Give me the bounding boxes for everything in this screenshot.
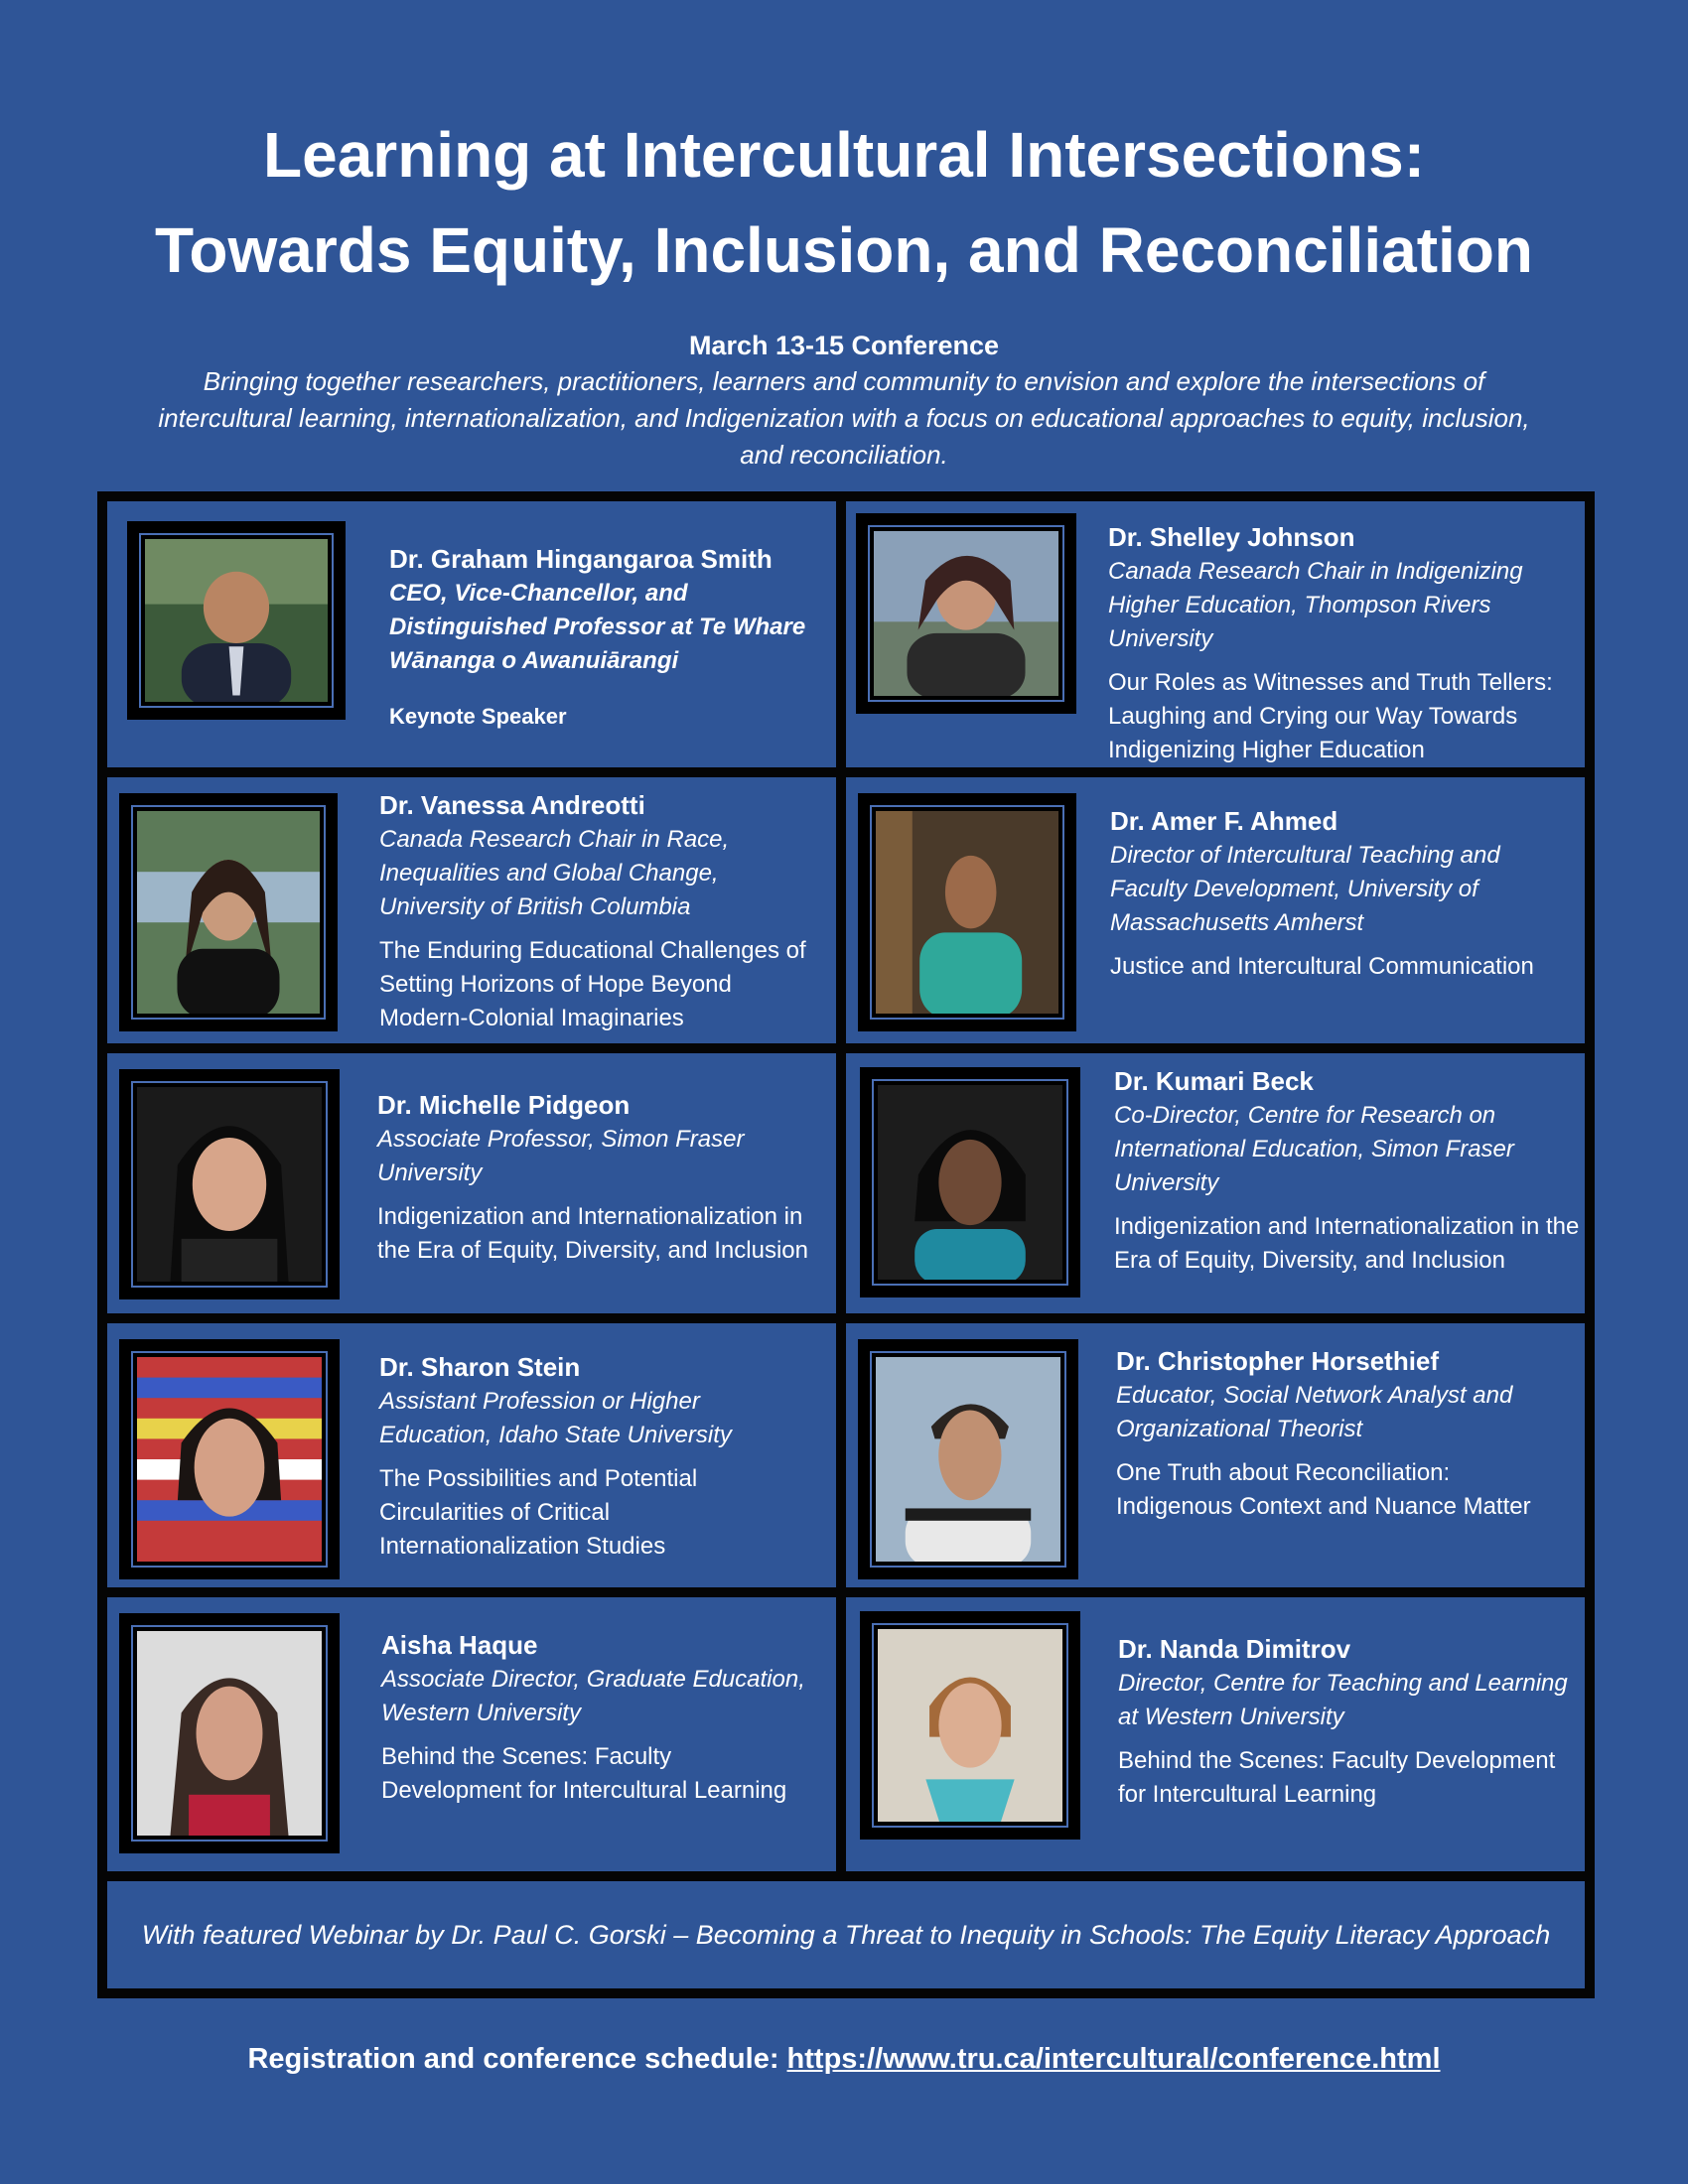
speaker-info: [1110, 803, 1577, 984]
speaker-photo: [119, 1613, 340, 1853]
speaker-role: Canada Research Chair in Race, Inequalities and Global Change, University of British Columbia: [379, 826, 730, 920]
title-line-1: Learning at Intercultural Intersections:: [263, 119, 1425, 191]
talk-title: Behind the Scenes: Faculty Development for Intercultural Learning: [381, 1743, 787, 1804]
speaker-card: [846, 1053, 1585, 1313]
speaker-photo: [860, 1067, 1080, 1297]
speaker-name: Dr. Michelle Pidgeon: [377, 1090, 631, 1120]
speaker-photo: [858, 1339, 1078, 1579]
speaker-photo: [119, 793, 338, 1031]
speaker-info: [381, 1627, 818, 1808]
featured-webinar: With featured Webinar by Dr. Paul C. Gorski – Becoming a Threat to Inequity in Schools: The Equity Literacy Approach: [107, 1881, 1585, 1988]
speaker-info: [389, 541, 816, 734]
speaker-name: Dr. Kumari Beck: [1114, 1066, 1314, 1096]
talk-title: Our Roles as Witnesses and Truth Tellers: Laughing and Crying our Way Towards Indigenizing Higher Education: [1108, 669, 1553, 763]
keynote-label: Keynote Speaker: [389, 704, 567, 729]
speaker-card: [107, 1597, 836, 1871]
conference-description: Bringing together researchers, practitioners, learners and community to envision and explore the intersections of intercultural learning, internationalization, and Indigenization with a focus on educational approaches to equity, inclusion, and reconciliation.: [158, 366, 1530, 470]
speaker-photo: [127, 521, 346, 720]
speaker-card: [846, 1597, 1585, 1871]
speaker-info: [1118, 1631, 1581, 1812]
speaker-info: [379, 787, 816, 1035]
speaker-photo: [119, 1069, 340, 1299]
talk-title: The Enduring Educational Challenges of Setting Horizons of Hope Beyond Modern-Colonial Imaginaries: [379, 937, 806, 1031]
speaker-role: Director of Intercultural Teaching and Faculty Development, University of Massachusetts Amherst: [1110, 842, 1500, 936]
talk-title: Behind the Scenes: Faculty Development for Intercultural Learning: [1118, 1747, 1556, 1808]
speaker-card: [846, 1323, 1585, 1587]
speaker-name: Dr. Amer F. Ahmed: [1110, 806, 1338, 836]
speaker-card: [107, 1323, 836, 1587]
speaker-grid: [97, 491, 1595, 1998]
speaker-info: [1116, 1343, 1573, 1524]
speaker-name: Dr. Shelley Johnson: [1108, 522, 1355, 552]
speaker-photo: [856, 513, 1076, 714]
title-line-2: Towards Equity, Inclusion, and Reconciliation: [155, 214, 1533, 286]
speaker-role: Canada Research Chair in Indigenizing Higher Education, Thompson Rivers University: [1108, 558, 1523, 652]
conference-date: March 13-15 Conference: [688, 331, 1000, 360]
speaker-info: [377, 1087, 814, 1268]
registration-footer: [0, 2039, 1688, 2079]
speaker-info: [1108, 519, 1575, 767]
registration-label: Registration and conference schedule:: [247, 2043, 787, 2075]
speaker-role: Associate Director, Graduate Education, Western University: [381, 1666, 805, 1726]
speaker-name: Dr. Nanda Dimitrov: [1118, 1634, 1351, 1664]
speaker-photo: [858, 793, 1076, 1031]
speaker-role: Co-Director, Centre for Research on International Education, Simon Fraser University: [1114, 1102, 1514, 1196]
speaker-name: Dr. Vanessa Andreotti: [379, 790, 645, 820]
talk-title: Indigenization and Internationalization in the Era of Equity, Diversity, and Inclusion: [377, 1203, 808, 1264]
speaker-name: Dr. Sharon Stein: [379, 1352, 581, 1382]
speaker-name: Dr. Christopher Horsethief: [1116, 1346, 1440, 1376]
speaker-name: Aisha Haque: [381, 1630, 538, 1660]
speaker-role: CEO, Vice-Chancellor, and Distinguished Professor at Te Whare Wānanga o Awanuiārangi: [389, 580, 806, 674]
speaker-name: Dr. Graham Hingangaroa Smith: [389, 544, 773, 574]
speaker-photo: [119, 1339, 340, 1579]
speaker-card: [846, 777, 1585, 1043]
speaker-card: [846, 501, 1585, 767]
speaker-role: Educator, Social Network Analyst and Organizational Theorist: [1116, 1382, 1513, 1442]
talk-title: The Possibilities and Potential Circularities of Critical Internationalization Studies: [379, 1465, 698, 1560]
talk-title: Justice and Intercultural Communication: [1110, 953, 1534, 980]
page-title: [0, 107, 1688, 298]
speaker-card: [107, 1053, 836, 1313]
speaker-role: Associate Professor, Simon Fraser University: [377, 1126, 745, 1186]
speaker-info: [1114, 1063, 1581, 1278]
speaker-role: Assistant Profession or Higher Education, Idaho State University: [379, 1388, 732, 1448]
speaker-card: [107, 777, 836, 1043]
talk-title: Indigenization and Internationalization in the Era of Equity, Diversity, and Inclusion: [1114, 1213, 1580, 1274]
registration-link[interactable]: https://www.tru.ca/intercultural/conference.html: [786, 2043, 1441, 2075]
speaker-card: [107, 501, 836, 767]
speaker-role: Director, Centre for Teaching and Learning at Western University: [1118, 1670, 1568, 1730]
talk-title: One Truth about Reconciliation: Indigenous Context and Nuance Matter: [1116, 1459, 1531, 1520]
speaker-photo: [860, 1611, 1080, 1840]
speaker-info: [379, 1349, 816, 1564]
